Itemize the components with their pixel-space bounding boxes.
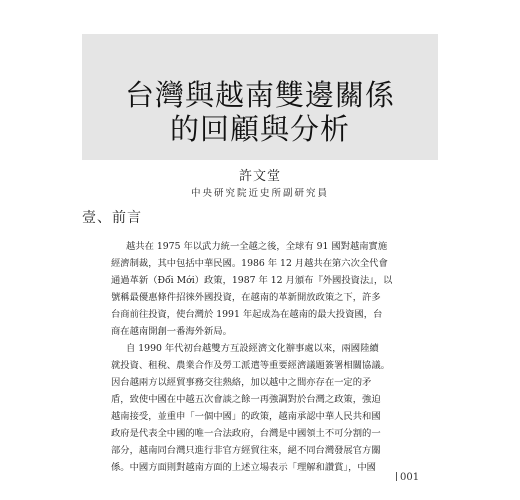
body-line: 就投資、租稅、農業合作及勞工派遣等重要經濟議題簽署相關協議。 bbox=[111, 360, 390, 371]
page-number-value: 001 bbox=[400, 472, 420, 483]
body-line: 盾，致使中國在中越五次會談之餘一再強調對於台灣之政策，強迫 bbox=[111, 394, 381, 405]
section-heading: 壹、前言 bbox=[82, 210, 142, 226]
body-line: 商在越南開創一番海外新局。 bbox=[111, 326, 232, 337]
body-line: 通過革新（Đổi Mới）政策，1987 年 12 月頒布『外國投資法』，以 bbox=[111, 275, 393, 286]
author-name: 許文堂 bbox=[238, 169, 281, 184]
author-affiliation: 中央研究院近史所副研究員 bbox=[190, 188, 329, 199]
body-line: 政府是代表全中國的唯一合法政府，台灣是中國領土不可分割的一 bbox=[111, 428, 381, 439]
body-line: 號稱最優惠條件招徠外國投資，在越南的革新開放政策之下，許多 bbox=[111, 292, 381, 303]
page-number-divider bbox=[396, 472, 397, 481]
body-line: 越共在 1975 年以武力統一全越之後，全球有 91 國對越南實施 bbox=[126, 241, 388, 252]
body-line: 係。中國方面則對越南方面的上述立場表示「理解和讚賞」，中國 bbox=[111, 462, 376, 473]
page-number bbox=[396, 472, 419, 484]
body-line: 越南接受，並重申「一個中國」的政策，越南承認中華人民共和國 bbox=[111, 411, 381, 422]
body-line: 部分，越南同台灣只進行非官方經貿往來，絕不同台灣發展官方關 bbox=[111, 445, 381, 456]
paper-title-line-1: 台灣與越南雙邊關係 bbox=[124, 78, 395, 112]
body-line: 經濟制裁，其中包括中華民國。1986 年 12 月越共在第六次全代會 bbox=[111, 258, 388, 269]
body-line: 台商前往投資，使台灣於 1991 年起成為在越南的最大投資國，台 bbox=[111, 309, 383, 320]
body-line: 因台越兩方以經貿事務交往熱絡，加以越中之間亦存在一定的矛 bbox=[111, 377, 372, 388]
paper-title-line-2: 的回顧與分析 bbox=[169, 112, 350, 146]
body-line: 自 1990 年代初台越雙方互設經濟文化辦事處以來，兩國陸續 bbox=[126, 343, 379, 354]
